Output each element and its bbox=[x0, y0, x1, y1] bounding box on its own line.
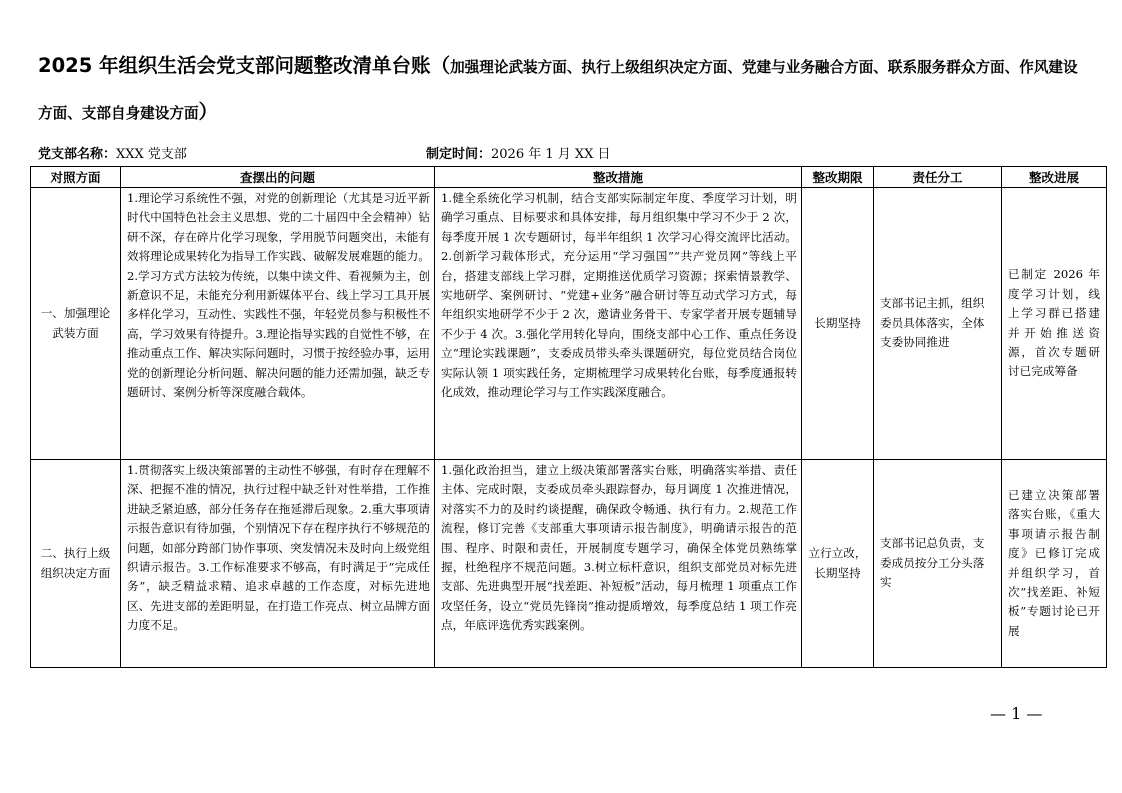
title-close-paren: ） bbox=[198, 100, 219, 123]
date-label: 制定时间： bbox=[426, 147, 492, 162]
branch-name-line bbox=[38, 146, 187, 164]
table-row bbox=[31, 460, 1107, 668]
row-area: 二、执行上级组织决定方面 bbox=[31, 460, 121, 668]
table-row bbox=[31, 188, 1107, 460]
row-responsibility: 支部书记主抓，组织委员具体落实，全体支委协同推进 bbox=[874, 188, 1002, 460]
title-subtitle: 加强理论武装方面、执行上级组织决定方面、党建与业务融合方面、联系服务群众方面、作风建设方面、支部自身建设方面 bbox=[38, 59, 1078, 122]
header-area: 对照方面 bbox=[31, 167, 121, 188]
row-progress: 已建立决策部署落实台账，《重大事项请示报告制度》已修订完成并组织学习，首次“找差距、补短板”专题讨论已开展 bbox=[1002, 460, 1107, 668]
header-measures: 整改措施 bbox=[435, 167, 802, 188]
header-responsibility: 责任分工 bbox=[874, 167, 1002, 188]
date-line bbox=[426, 146, 611, 164]
title-main: 2025 年组织生活会党支部问题整改清单台账 bbox=[38, 54, 431, 77]
header-deadline: 整改期限 bbox=[802, 167, 874, 188]
document-title bbox=[38, 44, 1088, 136]
row-progress: 已制定 2026 年度学习计划，线上学习群已搭建并开始推送资源，首次专题研讨已完成筹备 bbox=[1002, 188, 1107, 460]
row-responsibility: 支部书记总负责，支委成员按分工分头落实 bbox=[874, 460, 1002, 668]
header-progress: 整改进展 bbox=[1002, 167, 1107, 188]
title-open-paren: （ bbox=[430, 54, 451, 77]
rectification-table bbox=[30, 166, 1107, 668]
row-measures: 1.健全系统化学习机制，结合支部实际制定年度、季度学习计划，明确学习重点、目标要求和具体安排，每月组织集中学习不少于 2 次，每季度开展 1 次专题研讨，每半年组织 1 次学习心得交流评比活动。2.创新学习载体形式，充分运用“学习强国”“共产党员网”等线上平台，搭建支部线上学习群，定期推送优质学习资源；探索情景教学、实地研学、案例研讨、“党建+业务”融合研讨等互动式学习方式，每年组织实地研学不少于 2 次，邀请业务骨干、专家学者开展专题辅导不少于 4 次。3.强化学用转化导向，围绕支部中心工作、重点任务设立“理论实践课题”，支委成员带头牵头课题研究，每位党员结合岗位实际认领 1 项实践任务，定期梳理学习成果转化台账，每季度通报转化成效，推动理论学习与工作实践深度融合。 bbox=[435, 188, 802, 460]
row-measures: 1.强化政治担当，建立上级决策部署落实台账，明确落实举措、责任主体、完成时限，支委成员牵头跟踪督办，每月调度 1 次推进情况，对落实不力的及时约谈提醒，确保政令畅通、执行有力。2.规范工作流程，修订完善《支部重大事项请示报告制度》，明确请示报告的范围、程序、时限和责任，开展制度专题学习，确保全体党员熟练掌握，杜绝程序不规范问题。3.树立标杆意识，组织支部党员对标先进支部、先进典型开展“找差距、补短板”活动，每月梳理 1 项重点工作攻坚任务，设立“党员先锋岗”推动提质增效，每季度总结 1 项工作亮点，年底评选优秀实践案例。 bbox=[435, 460, 802, 668]
branch-name-label: 党支部名称： bbox=[38, 147, 117, 162]
page-number: — 1 — bbox=[990, 704, 1043, 723]
row-deadline: 长期坚持 bbox=[802, 188, 874, 460]
branch-name-value: XXX 党支部 bbox=[116, 147, 187, 162]
row-deadline: 立行立改，长期坚持 bbox=[802, 460, 874, 668]
table-header-row bbox=[31, 167, 1107, 188]
row-problems: 1.贯彻落实上级决策部署的主动性不够强，有时存在理解不深、把握不准的情况，执行过程中缺乏针对性举措，工作推进缺乏紧迫感，部分任务存在拖延滞后现象。2.重大事项请示报告意识有待加强，个别情况下存在程序执行不够规范的问题，如部分跨部门协作事项、突发情况未及时向上级党组织请示报告。3.工作标准要求不够高，有时满足于“完成任务”，缺乏精益求精、追求卓越的工作态度，对标先进地区、先进支部的差距明显，在打造工作亮点、树立品牌方面力度不足。 bbox=[121, 460, 435, 668]
row-problems: 1.理论学习系统性不强，对党的创新理论（尤其是习近平新时代中国特色社会主义思想、党的二十届四中全会精神）钻研不深，存在碎片化学习现象，学用脱节问题突出，未能有效将理论成果转化为指导工作实践、破解发展难题的能力。2.学习方式方法较为传统，以集中读文件、看视频为主，创新意识不足，未能充分利用新媒体平台、线上学习工具开展多样化学习，互动性、实践性不强，年轻党员参与积极性不高，学习效果有待提升。3.理论指导实践的自觉性不够，在推动重点工作、解决实际问题时，习惯于按经验办事，运用党的创新理论分析问题、解决问题的能力还需加强，缺乏专题研讨、案例分析等深度融合载体。 bbox=[121, 188, 435, 460]
header-problems: 查摆出的问题 bbox=[121, 167, 435, 188]
row-area: 一、加强理论武装方面 bbox=[31, 188, 121, 460]
date-value: 2026 年 1 月 XX 日 bbox=[491, 147, 611, 162]
